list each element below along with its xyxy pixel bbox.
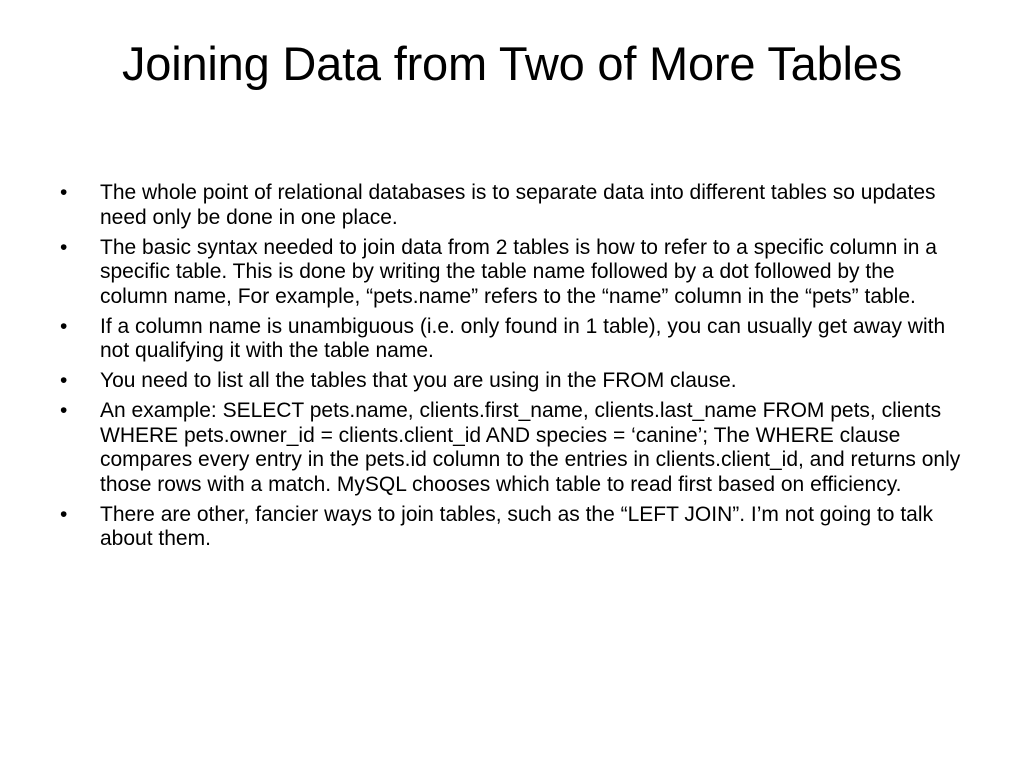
bullet-text: If a column name is unambiguous (i.e. only found in 1 table), you can usually get away with not qualifying it with the table name.: [100, 314, 946, 362]
bullet-text: The whole point of relational databases is to separate data into different tables so updates need only be done in one place.: [100, 181, 936, 229]
bullet-list: [58, 181, 968, 557]
bullet-dot-icon: •: [60, 369, 68, 392]
bullet-text: The basic syntax needed to join data from 2 tables is how to refer to a specific column in a specific table. This is done by writing the table name followed by a dot followed by the column name, For example, “pets.name” refers to the “name” column in the “pets” table.: [100, 235, 937, 308]
bullet-item: [58, 315, 968, 364]
bullet-dot-icon: •: [60, 502, 68, 526]
bullet-item: [58, 399, 968, 497]
bullet-text: An example: SELECT pets.name, clients.first_name, clients.last_name FROM pets, clients WHERE pets.owner_id = clients.client_id AND species = ‘canine’; The WHERE clause compares every entry in the pets.id column to the entries in clients.client_id, and returns only those rows with a match. MySQL chooses which table to read first based on efficiency.: [100, 399, 961, 496]
bullet-text: There are other, fancier ways to join tables, such as the “LEFT JOIN”. I’m not going to talk about them.: [100, 502, 933, 550]
bullet-dot-icon: •: [60, 181, 68, 204]
bullet-item: [58, 236, 968, 310]
bullet-text: You need to list all the tables that you are using in the FROM clause.: [100, 369, 737, 392]
bullet-dot-icon: •: [60, 314, 68, 338]
slide-title: Joining Data from Two of More Tables: [121, 37, 902, 90]
bullet-item: [58, 181, 968, 230]
bullet-item: [58, 369, 968, 394]
bullet-dot-icon: •: [60, 399, 68, 422]
bullet-item: [58, 503, 968, 552]
bullet-dot-icon: •: [60, 235, 68, 259]
